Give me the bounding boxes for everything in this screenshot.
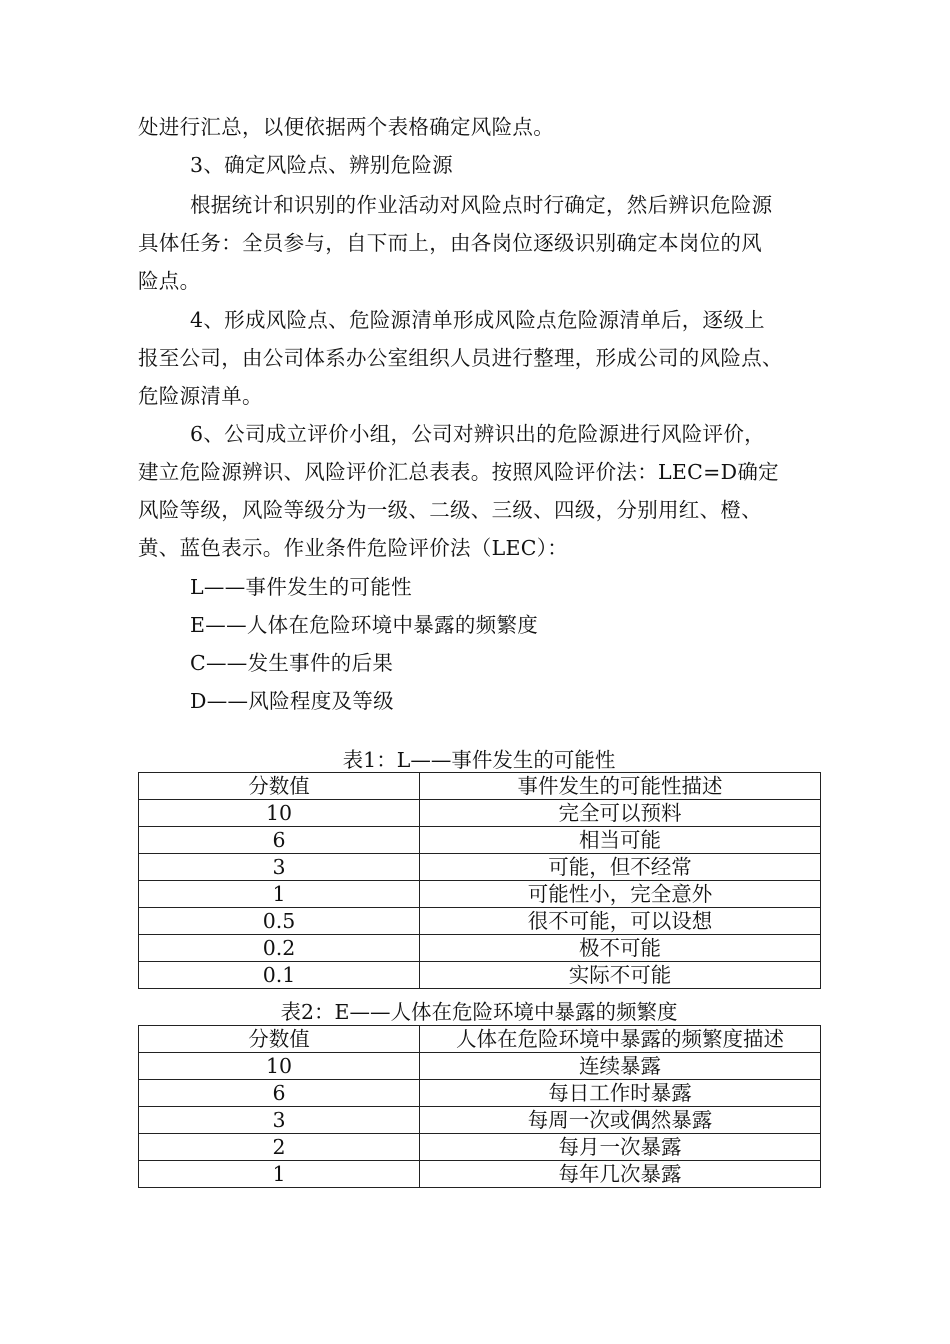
table-row [139, 881, 821, 908]
description-cell: 完全可以预料 [420, 800, 821, 827]
likelihood-table [138, 772, 821, 989]
definition-line: L——事件发生的可能性 [190, 575, 412, 599]
paragraph-line: 险点。 [138, 269, 201, 293]
paragraph-line: 建立危险源辨识、风险评价汇总表表。按照风险评价法：LEC=D确定 [138, 460, 779, 484]
table-header-row [139, 773, 821, 800]
table-row [139, 800, 821, 827]
table-row [139, 1080, 821, 1107]
paragraph-line: 风险等级，风险等级分为一级、二级、三级、四级，分别用红、橙、 [138, 498, 762, 522]
score-cell: 10 [139, 800, 420, 827]
table-header-row [139, 1026, 821, 1053]
table-row [139, 1161, 821, 1188]
definition-line: D——风险程度及等级 [190, 689, 394, 713]
paragraph-line: 具体任务：全员参与，自下而上，由各岗位逐级识别确定本岗位的风 [138, 231, 762, 255]
paragraph-line: 处进行汇总，以便依据两个表格确定风险点。 [138, 115, 554, 139]
table-row [139, 854, 821, 881]
table-row [139, 1107, 821, 1134]
description-cell: 极不可能 [420, 935, 821, 962]
header-description: 事件发生的可能性描述 [420, 773, 821, 800]
header-description: 人体在危险环境中暴露的频繁度描述 [420, 1026, 821, 1053]
score-cell: 6 [139, 827, 420, 854]
description-cell: 每月一次暴露 [420, 1134, 821, 1161]
description-cell: 每日工作时暴露 [420, 1080, 821, 1107]
score-cell: 0.1 [139, 962, 420, 989]
description-cell: 每周一次或偶然暴露 [420, 1107, 821, 1134]
description-cell: 相当可能 [420, 827, 821, 854]
description-cell: 可能，但不经常 [420, 854, 821, 881]
definition-line: C——发生事件的后果 [190, 651, 394, 675]
description-cell: 很不可能，可以设想 [420, 908, 821, 935]
description-cell: 实际不可能 [420, 962, 821, 989]
table-row [139, 1134, 821, 1161]
description-cell: 连续暴露 [420, 1053, 821, 1080]
header-score: 分数值 [139, 1026, 420, 1053]
score-cell: 0.5 [139, 908, 420, 935]
table-row [139, 908, 821, 935]
paragraph-line: 4、形成风险点、危险源清单形成风险点危险源清单后，逐级上 [190, 308, 765, 332]
paragraph-line: 危险源清单。 [138, 384, 263, 408]
table-row [139, 827, 821, 854]
score-cell: 6 [139, 1080, 420, 1107]
description-cell: 可能性小，完全意外 [420, 881, 821, 908]
description-cell: 每年几次暴露 [420, 1161, 821, 1188]
definition-line: E——人体在危险环境中暴露的频繁度 [190, 613, 539, 637]
paragraph-line: 报至公司，由公司体系办公室组织人员进行整理，形成公司的风险点、 [138, 346, 783, 370]
table-row [139, 962, 821, 989]
table1-caption: 表1：L——事件发生的可能性 [342, 748, 616, 772]
paragraph-line: 黄、蓝色表示。作业条件危险评价法（LEC）： [138, 536, 569, 560]
score-cell: 2 [139, 1134, 420, 1161]
score-cell: 1 [139, 881, 420, 908]
paragraph-line: 根据统计和识别的作业活动对风险点时行确定，然后辨识危险源 [190, 193, 773, 217]
section-heading: 3、确定风险点、辨别危险源 [190, 153, 453, 177]
score-cell: 1 [139, 1161, 420, 1188]
table-row [139, 935, 821, 962]
score-cell: 10 [139, 1053, 420, 1080]
table-row [139, 1053, 821, 1080]
exposure-table [138, 1025, 821, 1188]
paragraph-line: 6、公司成立评价小组，公司对辨识出的危险源进行风险评价， [190, 422, 765, 446]
score-cell: 3 [139, 854, 420, 881]
header-score: 分数值 [139, 773, 420, 800]
score-cell: 3 [139, 1107, 420, 1134]
table2-caption: 表2：E——人体在危险环境中暴露的频繁度 [280, 1000, 678, 1024]
score-cell: 0.2 [139, 935, 420, 962]
